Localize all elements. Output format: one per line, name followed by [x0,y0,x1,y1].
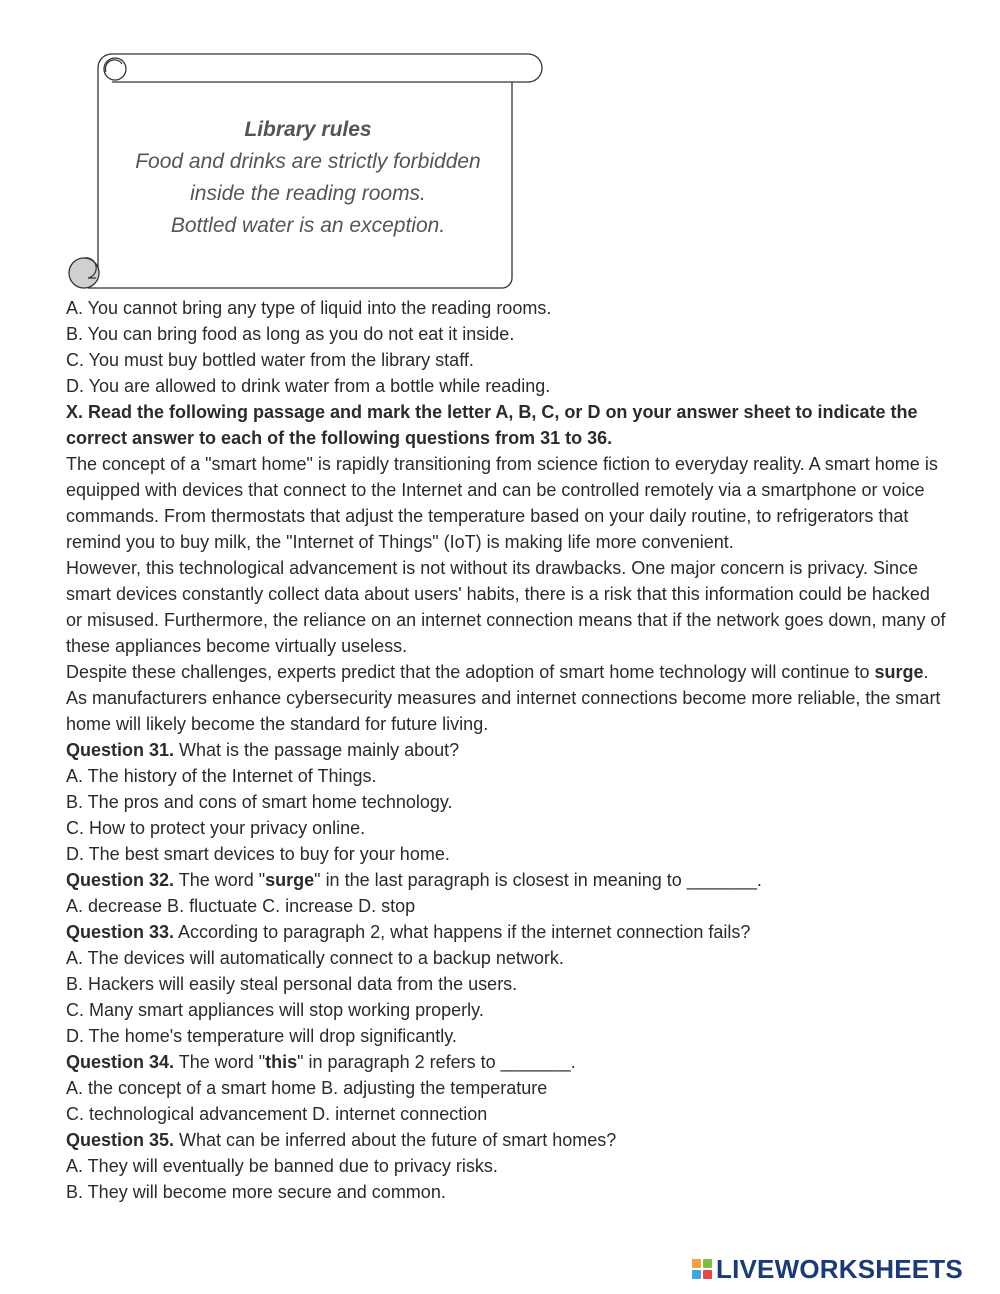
q35-option-a[interactable]: A. They will eventually be banned due to privacy risks. [66,1156,498,1176]
sign-line: inside the reading rooms. [190,182,426,205]
question-text: " in the last paragraph is closest in meaning to _______. [314,870,762,890]
question-label: Question 35. [66,1130,175,1150]
passage-paragraph-2: However, this technological advancement is not without its drawbacks. One major concern is privacy. Since smart devices constantly collect data about users' habits, there is a risk that this information could be hacked or misused. Furthermore, the reliance on an internet connection means that if the network goes down, many of these appliances become virtually useless. [66,558,946,656]
logo-text: LIVEWORKSHEETS [716,1253,963,1284]
question-label: Question 34. [66,1052,175,1072]
question-keyword: surge [265,870,315,890]
q33-option-a[interactable]: A. The devices will automatically connect to a backup network. [66,948,564,968]
question-label: Question 33. [66,922,175,942]
q35-option-b[interactable]: B. They will become more secure and common. [66,1182,446,1202]
question-text: " in paragraph 2 refers to _______. [297,1052,576,1072]
q34-options-cd[interactable]: C. technological advancement D. internet connection [66,1104,488,1124]
question-label: Question 32. [66,870,175,890]
sign-title: Library rules [244,118,372,141]
logo-grid-icon [692,1259,712,1279]
q30-option-a[interactable]: A. You cannot bring any type of liquid into the reading rooms. [66,298,552,318]
question-text: What is the passage mainly about? [174,740,460,760]
q31-option-a[interactable]: A. The history of the Internet of Things. [66,766,377,786]
question-31 [66,737,946,763]
section-instruction: X. Read the following passage and mark the letter A, B, C, or D on your answer sheet to indicate the correct answer to each of the following questions from 31 to 36. [66,402,918,448]
keyword-surge: surge [874,662,924,682]
q30-option-d[interactable]: D. You are allowed to drink water from a bottle while reading. [66,376,551,396]
question-keyword: this [265,1052,298,1072]
sign-text [108,114,508,242]
sign-line: Food and drinks are strictly forbidden [135,150,481,173]
q34-options-ab[interactable]: A. the concept of a smart home B. adjusting the temperature [66,1078,548,1098]
logo-square [692,1259,701,1268]
logo-square [703,1259,712,1268]
paragraph-3-text: . As manufacturers enhance cybersecurity measures and internet connections become more reliable, the smart home will likely become the standard for future living. [66,662,941,734]
paragraph-3-text: Despite these challenges, experts predict that the adoption of smart home technology will continue to [66,662,875,682]
q31-option-b[interactable]: B. The pros and cons of smart home technology. [66,792,453,812]
logo-square [692,1270,701,1279]
question-label: Question 31. [66,740,175,760]
passage-paragraph-1: The concept of a "smart home" is rapidly transitioning from science fiction to everyday reality. A smart home is equipped with devices that connect to the Internet and can be controlled remotely via a smartphone or voice commands. From thermostats that adjust the temperature based on your daily routine, to refrigerators that remind you to buy milk, the "Internet of Things" (IoT) is making life more convenient. [66,454,938,552]
library-rules-sign [66,52,546,292]
q33-option-b[interactable]: B. Hackers will easily steal personal data from the users. [66,974,518,994]
q30-option-c[interactable]: C. You must buy bottled water from the library staff. [66,350,474,370]
q33-option-d[interactable]: D. The home's temperature will drop significantly. [66,1026,457,1046]
liveworksheets-logo [692,1254,963,1284]
question-text: What can be inferred about the future of smart homes? [174,1130,617,1150]
worksheet-content [66,295,946,1205]
question-35 [66,1127,946,1153]
sign-line: Bottled water is an exception. [170,214,446,237]
q30-option-b[interactable]: B. You can bring food as long as you do not eat it inside. [66,324,515,344]
question-33 [66,919,946,945]
q33-option-c[interactable]: C. Many smart appliances will stop working properly. [66,1000,484,1020]
question-text: The word " [174,870,266,890]
question-32 [66,867,946,893]
question-text: According to paragraph 2, what happens if the internet connection fails? [174,922,751,942]
passage-paragraph-3 [66,659,946,737]
q32-options[interactable]: A. decrease B. fluctuate C. increase D. stop [66,896,416,916]
q31-option-c[interactable]: C. How to protect your privacy online. [66,818,366,838]
logo-square [703,1270,712,1279]
q31-option-d[interactable]: D. The best smart devices to buy for your home. [66,844,450,864]
question-text: The word " [174,1052,266,1072]
question-34 [66,1049,946,1075]
